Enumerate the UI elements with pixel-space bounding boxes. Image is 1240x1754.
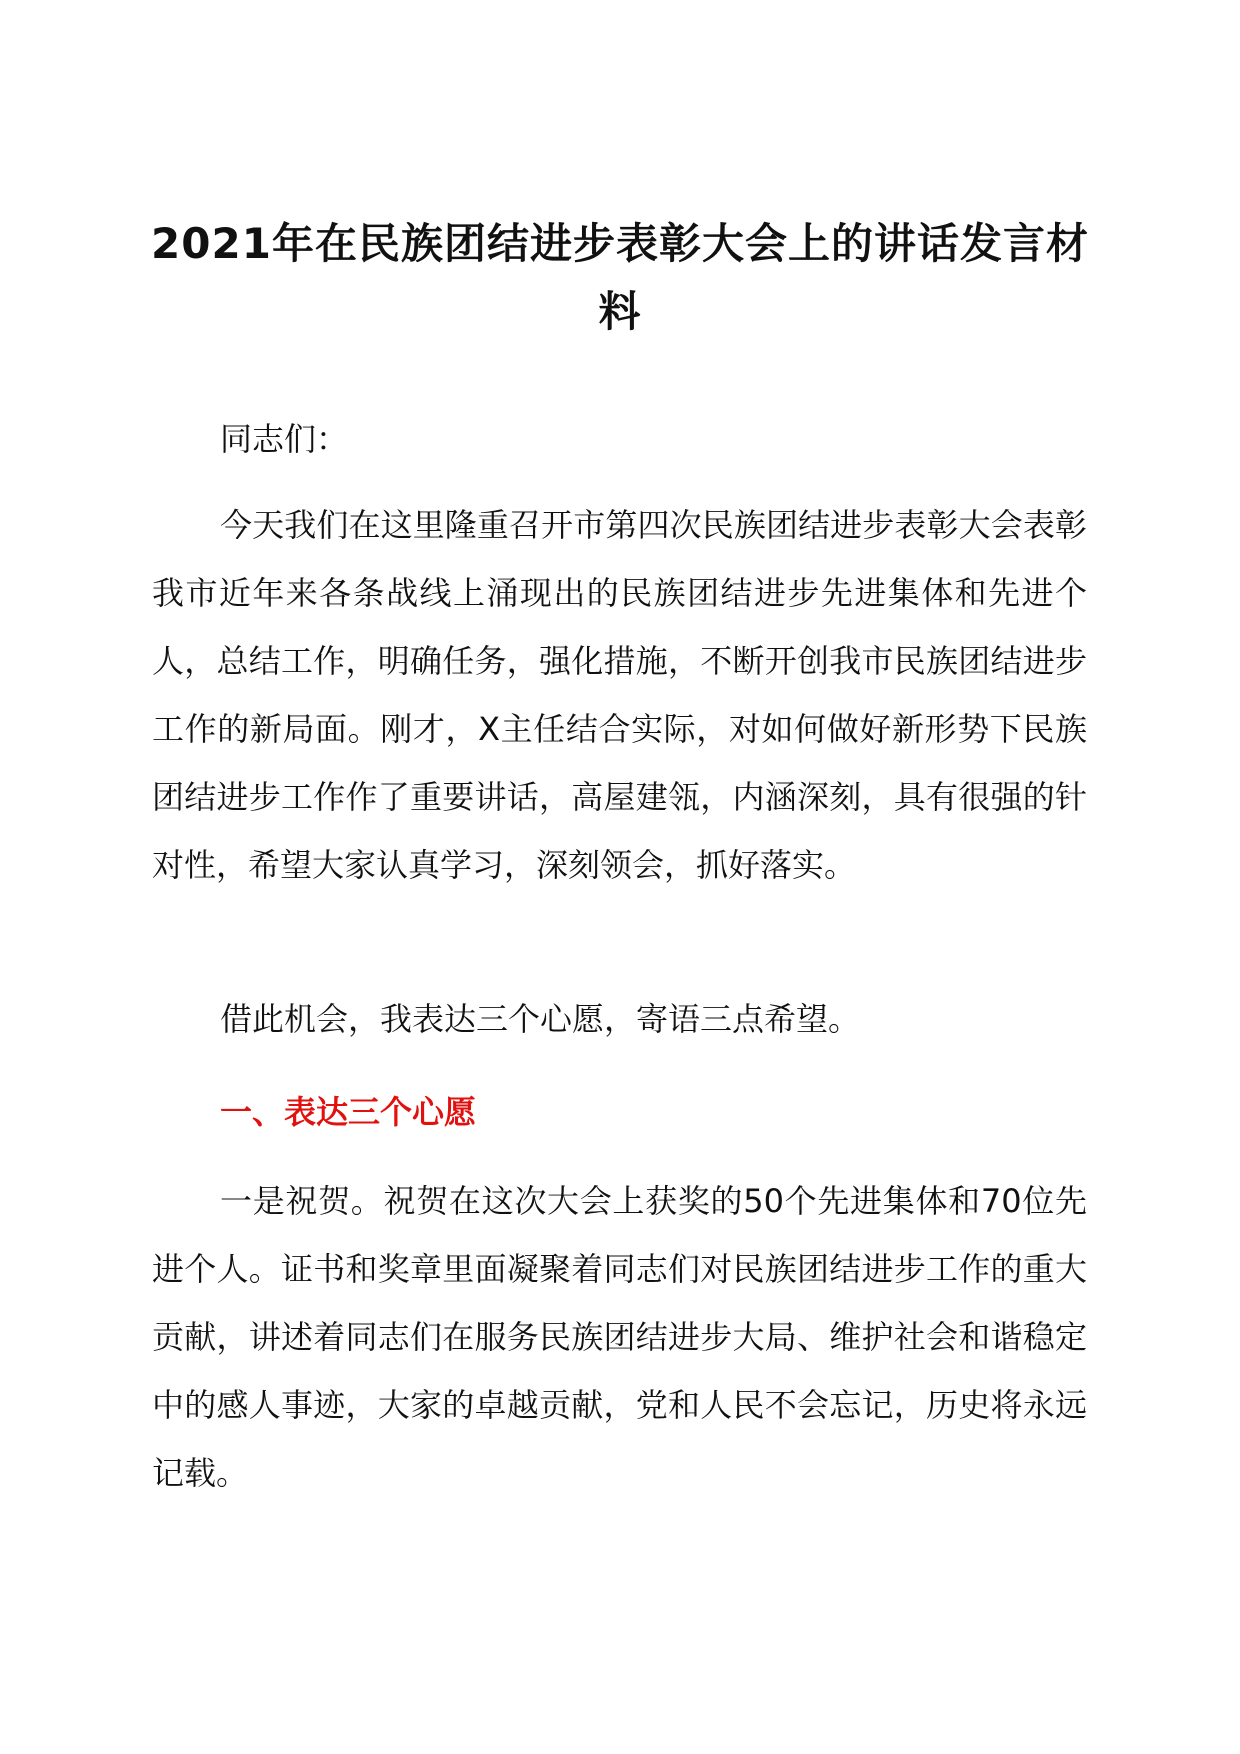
paragraph-intro-wishes: 借此机会，我表达三个心愿，寄语三点希望。	[220, 1000, 861, 1038]
document-title: 2021年在民族团结进步表彰大会上的讲话发言材料	[151, 219, 1089, 336]
paragraph-congratulations: 一是祝贺。祝贺在这次大会上获奖的50个先进集体和70位先进个人。证书和奖章里面凝聚着同志们对民族团结进步工作的重大贡献，讲述着同志们在服务民族团结进步大局、维护社会和谐稳定中的感人事迹，大家的卓越贡献，党和人民不会忘记，历史将永远记载。	[152, 1182, 1087, 1492]
paragraph-opening: 今天我们在这里隆重召开市第四次民族团结进步表彰大会表彰我市近年来各条战线上涌现出的民族团结进步先进集体和先进个人，总结工作，明确任务，强化措施，不断开创我市民族团结进步工作的新局面。刚才，X主任结合实际，对如何做好新形势下民族团结进步工作作了重要讲话，高屋建瓴，内涵深刻，具有很强的针对性，希望大家认真学习，深刻领会，抓好落实。	[152, 506, 1087, 884]
section-heading: 一、表达三个心愿	[220, 1093, 477, 1131]
salutation: 同志们：	[220, 420, 349, 458]
